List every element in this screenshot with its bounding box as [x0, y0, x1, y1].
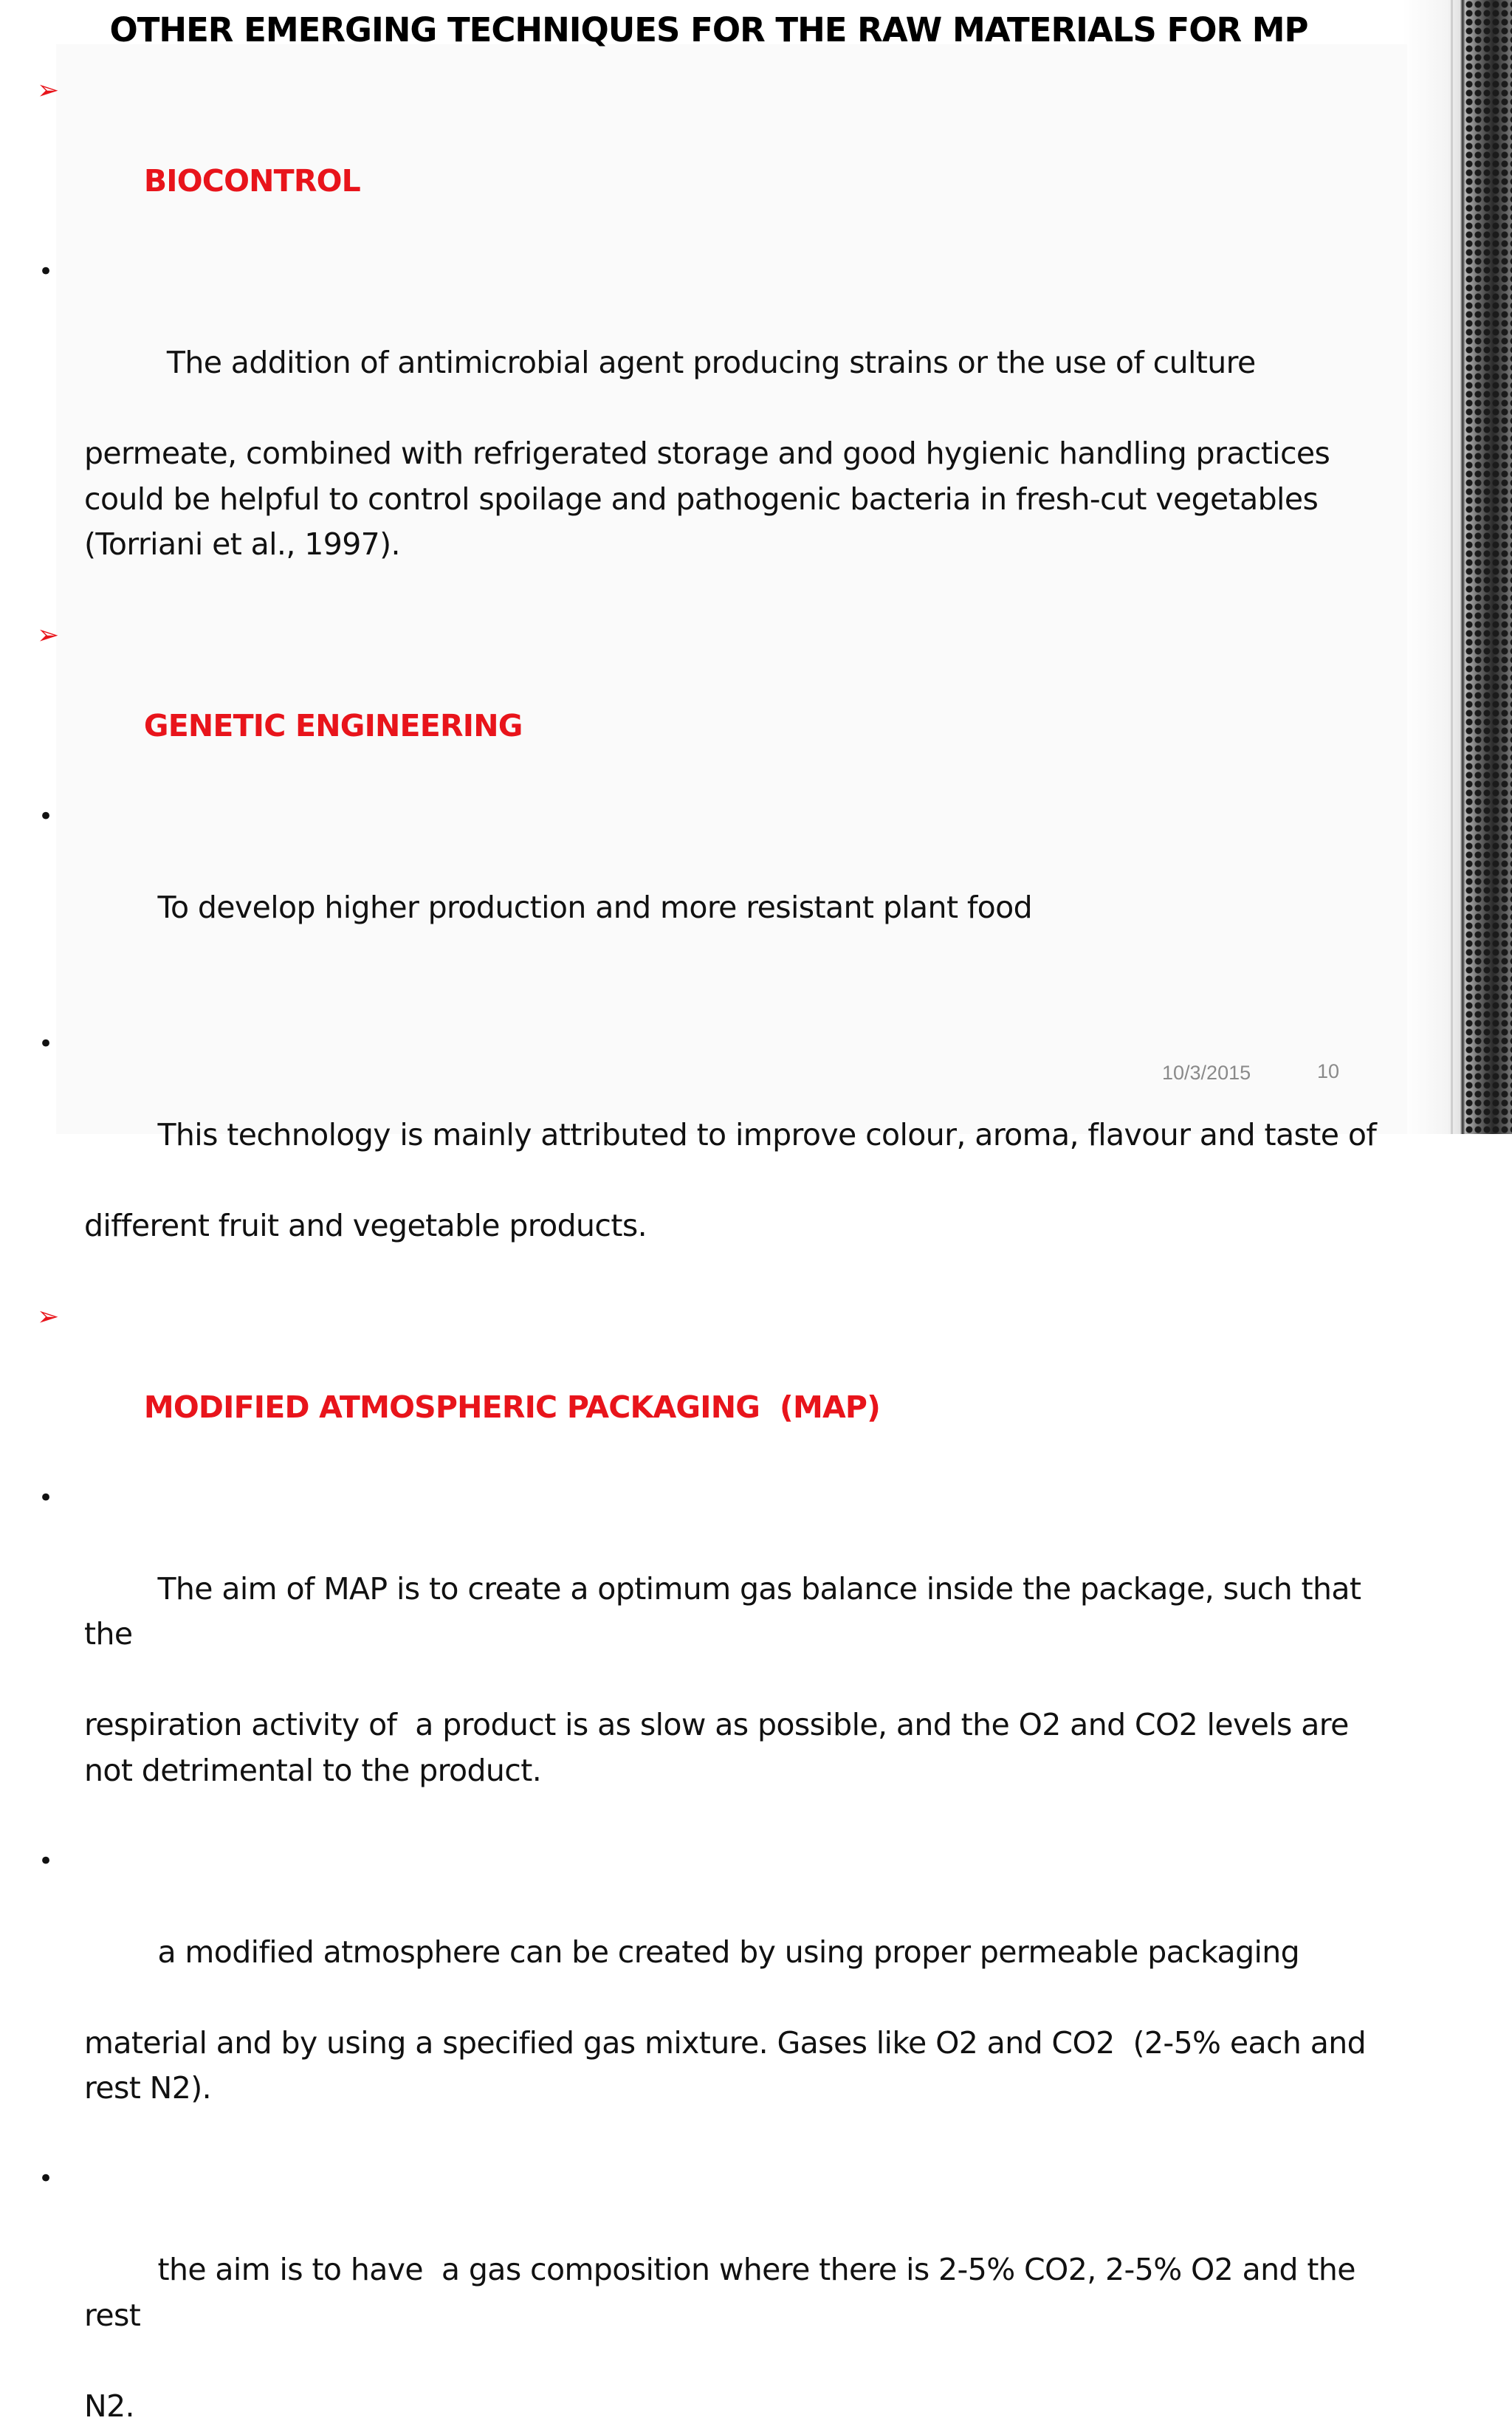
slide	[0, 0, 1512, 1134]
arrow-bullet-icon: ➢	[37, 1294, 66, 1340]
spacer	[37, 2112, 1395, 2157]
bullet-dot-icon: •	[37, 2157, 68, 2202]
bullet-dot-icon: •	[37, 794, 68, 840]
bullet-text: could be helpful to control spoilage and pathogenic bacteria in fresh-cut vegetables	[84, 481, 1318, 517]
bullet-line	[37, 794, 1395, 976]
slide-body	[37, 68, 1395, 2429]
bullet-dot-icon: •	[37, 1022, 68, 1068]
bullet-line	[37, 1839, 1395, 2021]
footer-date: 10/3/2015	[1162, 1062, 1251, 1085]
slide-title: OTHER EMERGING TECHNIQUES FOR THE RAW MATERIALS FOR MP	[0, 10, 1418, 49]
heading-text: BIOCONTROL	[144, 163, 360, 199]
bullet-text: N2.	[84, 2388, 134, 2424]
spacer	[37, 568, 1395, 614]
bullet-text: The addition of antimicrobial agent producing strains or the use of culture	[157, 345, 1255, 380]
bullet-line	[37, 1748, 1395, 1794]
spacer	[37, 1248, 1395, 1294]
bullet-text: different fruit and vegetable products.	[84, 1208, 647, 1243]
arrow-bullet-icon: ➢	[37, 68, 66, 114]
bullet-line	[37, 522, 1395, 568]
arrow-bullet-icon: ➢	[37, 613, 66, 659]
bullet-text: the aim is to have a gas composition where there is 2-5% CO2, 2-5% O2 and the rest	[84, 2252, 1364, 2333]
bullet-dot-icon: •	[37, 1476, 68, 1522]
bullet-text: respiration activity of a product is as slow as possible, and the O2 and CO2 levels are	[84, 1707, 1349, 1742]
bullet-text: rest N2).	[84, 2070, 211, 2106]
bullet-line	[37, 250, 1395, 431]
spacer	[37, 976, 1395, 1022]
bullet-text: permeate, combined with refrigerated storage and good hygienic handling practices	[84, 436, 1330, 471]
heading-text: GENETIC ENGINEERING	[144, 708, 523, 743]
bullet-line	[37, 1476, 1395, 1703]
bullet-dot-icon: •	[37, 250, 68, 295]
bullet-line	[37, 1022, 1395, 1203]
bullet-line	[37, 2021, 1395, 2066]
bullet-line	[37, 2066, 1395, 2112]
bullet-text: The aim of MAP is to create a optimum gas balance inside the package, such that the	[84, 1571, 1370, 1652]
decorative-edge-strip	[1465, 0, 1512, 1134]
bullet-item	[37, 1022, 1395, 1249]
bullet-text: a modified atmosphere can be created by using proper permeable packaging	[157, 1934, 1299, 1970]
bullet-line	[37, 2384, 1395, 2429]
bullet-dot-icon: •	[37, 1839, 68, 1885]
bullet-item	[37, 794, 1395, 976]
bullet-text: material and by using a specified gas mixture. Gases like O2 and CO2 (2-5% each and	[84, 2025, 1366, 2061]
section-heading-biocontrol	[37, 68, 1395, 250]
footer-page-number: 10	[1317, 1060, 1339, 1083]
bullet-item	[37, 1476, 1395, 1794]
bullet-line	[37, 2157, 1395, 2384]
bullet-text: To develop higher production and more resistant plant food	[157, 890, 1032, 925]
bullet-line	[37, 1203, 1395, 1249]
section-heading-map	[37, 1294, 1395, 1476]
spacer	[37, 1793, 1395, 1839]
bullet-line	[37, 431, 1395, 477]
bullet-text: (Torriani et al., 1997).	[84, 526, 400, 562]
bullet-line	[37, 1703, 1395, 1748]
bullet-line	[37, 477, 1395, 523]
bullet-item	[37, 2157, 1395, 2429]
bullet-text: This technology is mainly attributed to improve colour, aroma, flavour and taste of	[157, 1117, 1376, 1152]
bullet-item	[37, 1839, 1395, 2112]
decorative-edge-line-inner	[1451, 0, 1453, 1134]
heading-text: MODIFIED ATMOSPHERIC PACKAGING (MAP)	[144, 1389, 880, 1425]
bullet-text: not detrimental to the product.	[84, 1753, 541, 1788]
bullet-item	[37, 250, 1395, 568]
section-heading-genetic-engineering	[37, 613, 1395, 794]
